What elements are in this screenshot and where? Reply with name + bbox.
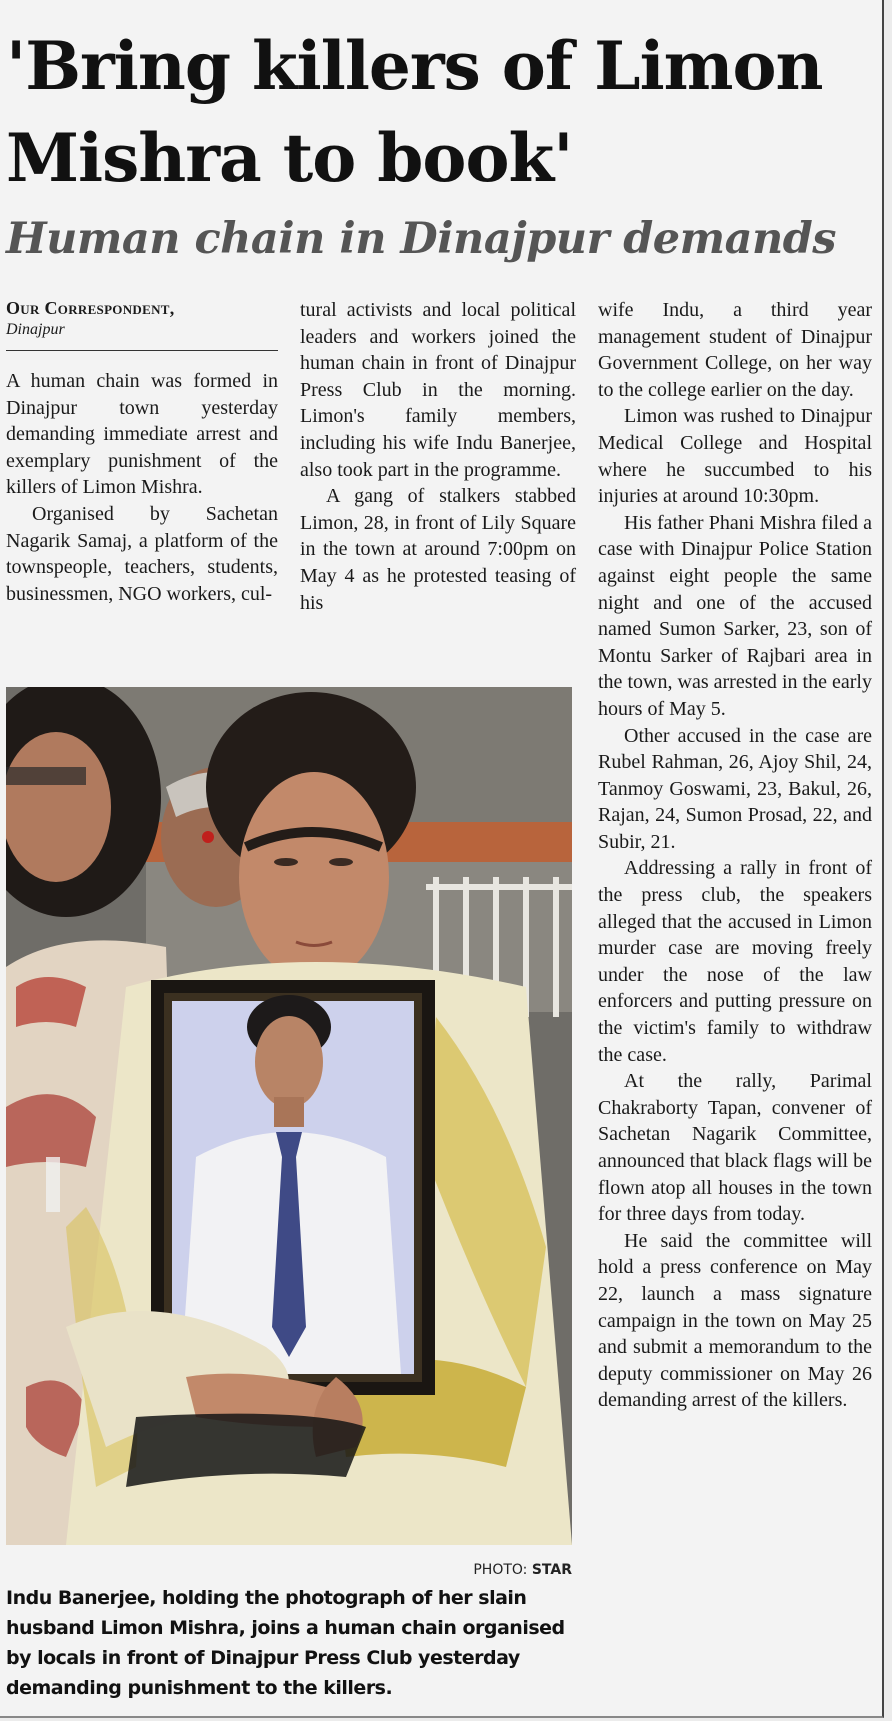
paragraph: His father Phani Mishra filed a case with Dinajpur Police Station against eight people the same night and one of the accused named Sumon Sarker, 23, son of Montu Sarker of Rajbari area in the town, was arrested in the early hours of May 5. — [598, 511, 872, 720]
byline-divider — [6, 350, 278, 351]
article-column-3 — [598, 297, 872, 1414]
paragraph: A gang of stalkers stabbed Limon, 28, in front of Lily Square in the town at around 7:00pm on May 4 as he protested teasing of his — [300, 485, 576, 614]
paragraph: A human chain was formed in Dinajpur town yesterday demanding immediate arrest and exemplary punishment of the killers of Limon Mishra. — [6, 370, 278, 499]
photo-caption: Indu Banerjee, holding the photograph of her slain husband Limon Mishra, joins a human chain organised by locals in front of Dinajpur Press Club yesterday demanding punishment to the killers. — [6, 1587, 565, 1699]
byline — [6, 298, 278, 339]
photo-credit-label: PHOTO: — [473, 1562, 528, 1578]
photo-credit-source: STAR — [531, 1562, 572, 1578]
photo-credit — [6, 1562, 572, 1578]
paragraph: Other accused in the case are Rubel Rahman, 26, Ajoy Shil, 24, Tanmoy Goswami, 23, Bakul, 26, Rajan, 24, Sumon Prosad, 22, and Subir, 21. — [598, 724, 872, 853]
article-column-1 — [6, 368, 278, 607]
paragraph: Addressing a rally in front of the press club, the speakers alleged that the accused in Limon murder case are moving freely under the nose of the law enforcers and putting pressure on the victim's family to withdraw the case. — [598, 857, 872, 1066]
paragraph: Organised by Sachetan Nagarik Samaj, a platform of the townspeople, teachers, students, businessmen, NGO workers, cul- — [6, 502, 278, 605]
photo-illustration — [6, 687, 572, 1545]
subheadline: Human chain in Dinajpur demands — [6, 214, 837, 264]
headline: 'Bring killers of Limon Mishra to book' — [6, 27, 823, 197]
byline-name: Our Correspondent, — [6, 298, 175, 318]
paragraph: tural activists and local political leaders and workers joined the human chain in front of Dinajpur Press Club in the morning. Limon's family members, including his wife Indu Banerjee, also took part in the programme. — [300, 299, 576, 481]
paragraph: wife Indu, a third year management student of Dinajpur Government College, on her way to the college earlier on the day. — [598, 299, 872, 401]
article-column-2 — [300, 297, 576, 616]
paragraph: He said the committee will hold a press conference on May 22, launch a mass signature campaign in the town on May 25 and submit a memorandum to the deputy commissioner on May 26 demanding arrest of the killers. — [598, 1229, 872, 1412]
news-photo — [6, 687, 572, 1545]
paragraph: At the rally, Parimal Chakraborty Tapan, convener of Sachetan Nagarik Committee, announced that black flags will be flown atop all houses in the town for three days from today. — [598, 1070, 872, 1226]
byline-place: Dinajpur — [6, 321, 65, 338]
paragraph: Limon was rushed to Dinajpur Medical College and Hospital where he succumbed to his injuries at around 10:30pm. — [598, 405, 872, 508]
